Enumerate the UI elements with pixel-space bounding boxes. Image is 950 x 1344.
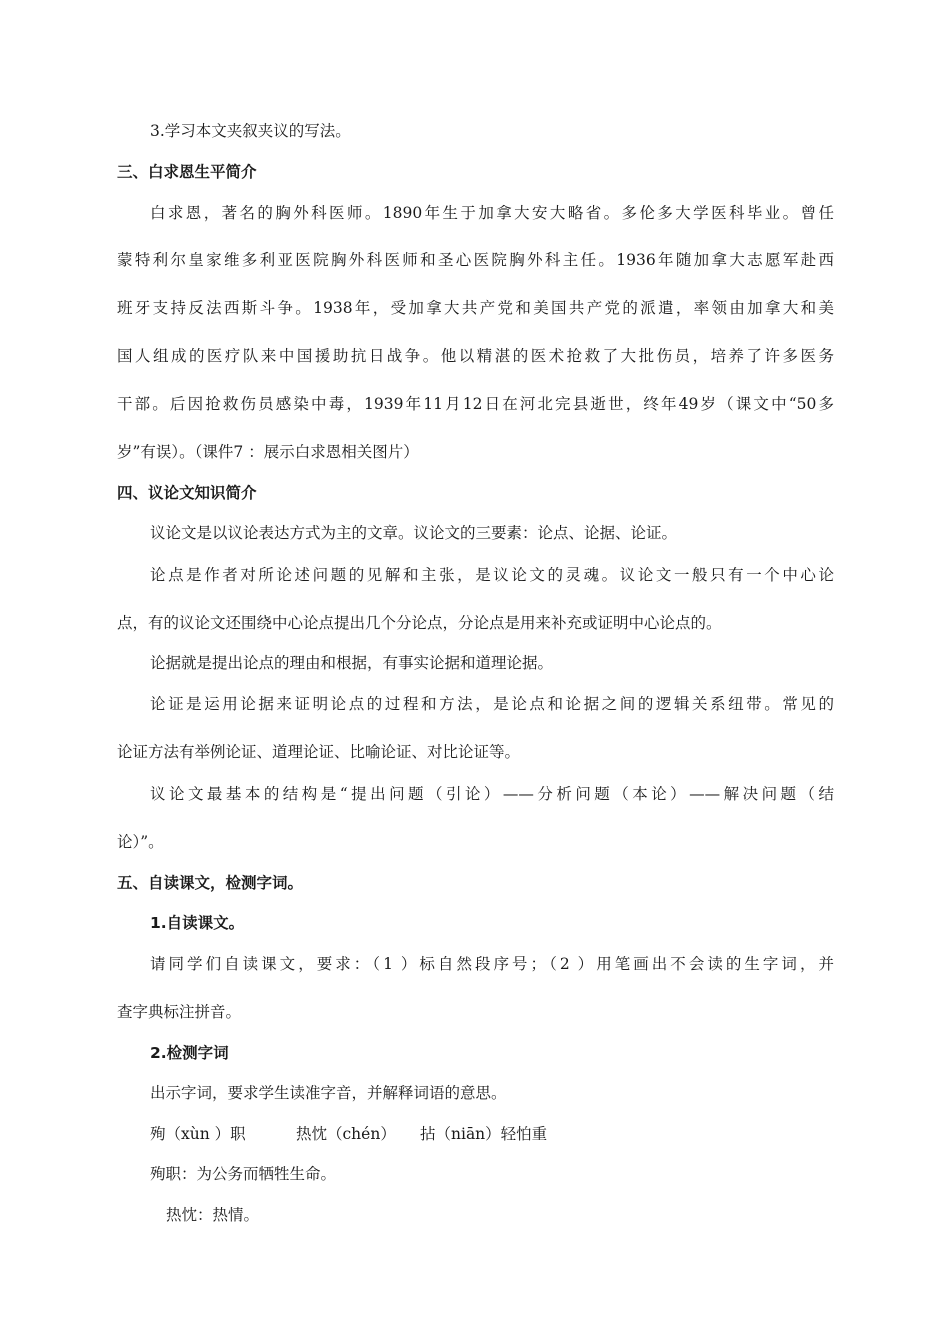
objective-3: 3.学习本文夹叙夹议的写法。 xyxy=(150,122,351,140)
definition-line: 殉职：为公务而牺牲生命。 xyxy=(150,1165,337,1183)
paragraph-line: 班牙支持反法西斯斗争。1938年，受加拿大共产党和美国共产党的派遣，率领由加拿大和美 xyxy=(117,299,834,317)
paragraph-line: 请同学们自读课文，要求：（1 ）标自然段序号；（2 ）用笔画出不会读的生字词，并 xyxy=(150,955,834,973)
vocab-word: 殉（xùn ）职 xyxy=(150,1125,246,1143)
paragraph-line: 论证是运用论据来证明论点的过程和方法，是论点和论据之间的逻辑关系纽带。常见的 xyxy=(150,695,834,713)
vocab-word: 拈（niān）轻怕重 xyxy=(420,1125,548,1143)
paragraph-line: 论）”。 xyxy=(117,833,164,851)
paragraph-line: 蒙特利尔皇家维多利亚医院胸外科医师和圣心医院胸外科主任。1936年随加拿大志愿军赴西 xyxy=(117,251,834,269)
paragraph-line: 议论文最基本的结构是“提出问题（引论）——分析问题（本论）——解决问题（结 xyxy=(150,785,834,803)
paragraph-line: 论点是作者对所论述问题的见解和主张，是议论文的灵魂。议论文一般只有一个中心论 xyxy=(150,566,834,584)
section-heading-4: 四、议论文知识简介 xyxy=(117,484,257,502)
section-heading-5: 五、自读课文，检测字词。 xyxy=(117,874,304,892)
paragraph-line: 论据就是提出论点的理由和根据，有事实论据和道理论据。 xyxy=(150,654,554,672)
section-heading-3: 三、白求恩生平简介 xyxy=(117,163,257,181)
definition-line: 热忱：热情。 xyxy=(166,1206,260,1224)
paragraph-line: 查字典标注拼音。 xyxy=(117,1003,242,1021)
paragraph-line: 白求恩，著名的胸外科医师。1890年生于加拿大安大略省。多伦多大学医科毕业。曾任 xyxy=(150,204,834,222)
subheading-2: 2.检测字词 xyxy=(150,1044,229,1062)
paragraph-line: 干部。后因抢救伤员感染中毒，1939年11月12日在河北完县逝世，终年49岁（课文中“50多 xyxy=(117,395,834,413)
paragraph-line: 议论文是以议论表达方式为主的文章。议论文的三要素：论点、论据、论证。 xyxy=(150,524,678,542)
subheading-1: 1.自读课文。 xyxy=(150,914,245,932)
paragraph-line: 岁”有误）。（课件7 ：展示白求恩相关图片） xyxy=(117,443,419,461)
paragraph-line: 出示字词，要求学生读准字音，并解释词语的意思。 xyxy=(150,1084,507,1102)
paragraph-line: 论证方法有举例论证、道理论证、比喻论证、对比论证等。 xyxy=(117,743,521,761)
paragraph-line: 国人组成的医疗队来中国援助抗日战争。他以精湛的医术抢救了大批伤员，培养了许多医务 xyxy=(117,347,834,365)
vocab-word: 热忱（chén） xyxy=(296,1125,396,1143)
paragraph-line: 点，有的议论文还围绕中心论点提出几个分论点，分论点是用来补充或证明中心论点的。 xyxy=(117,614,722,632)
